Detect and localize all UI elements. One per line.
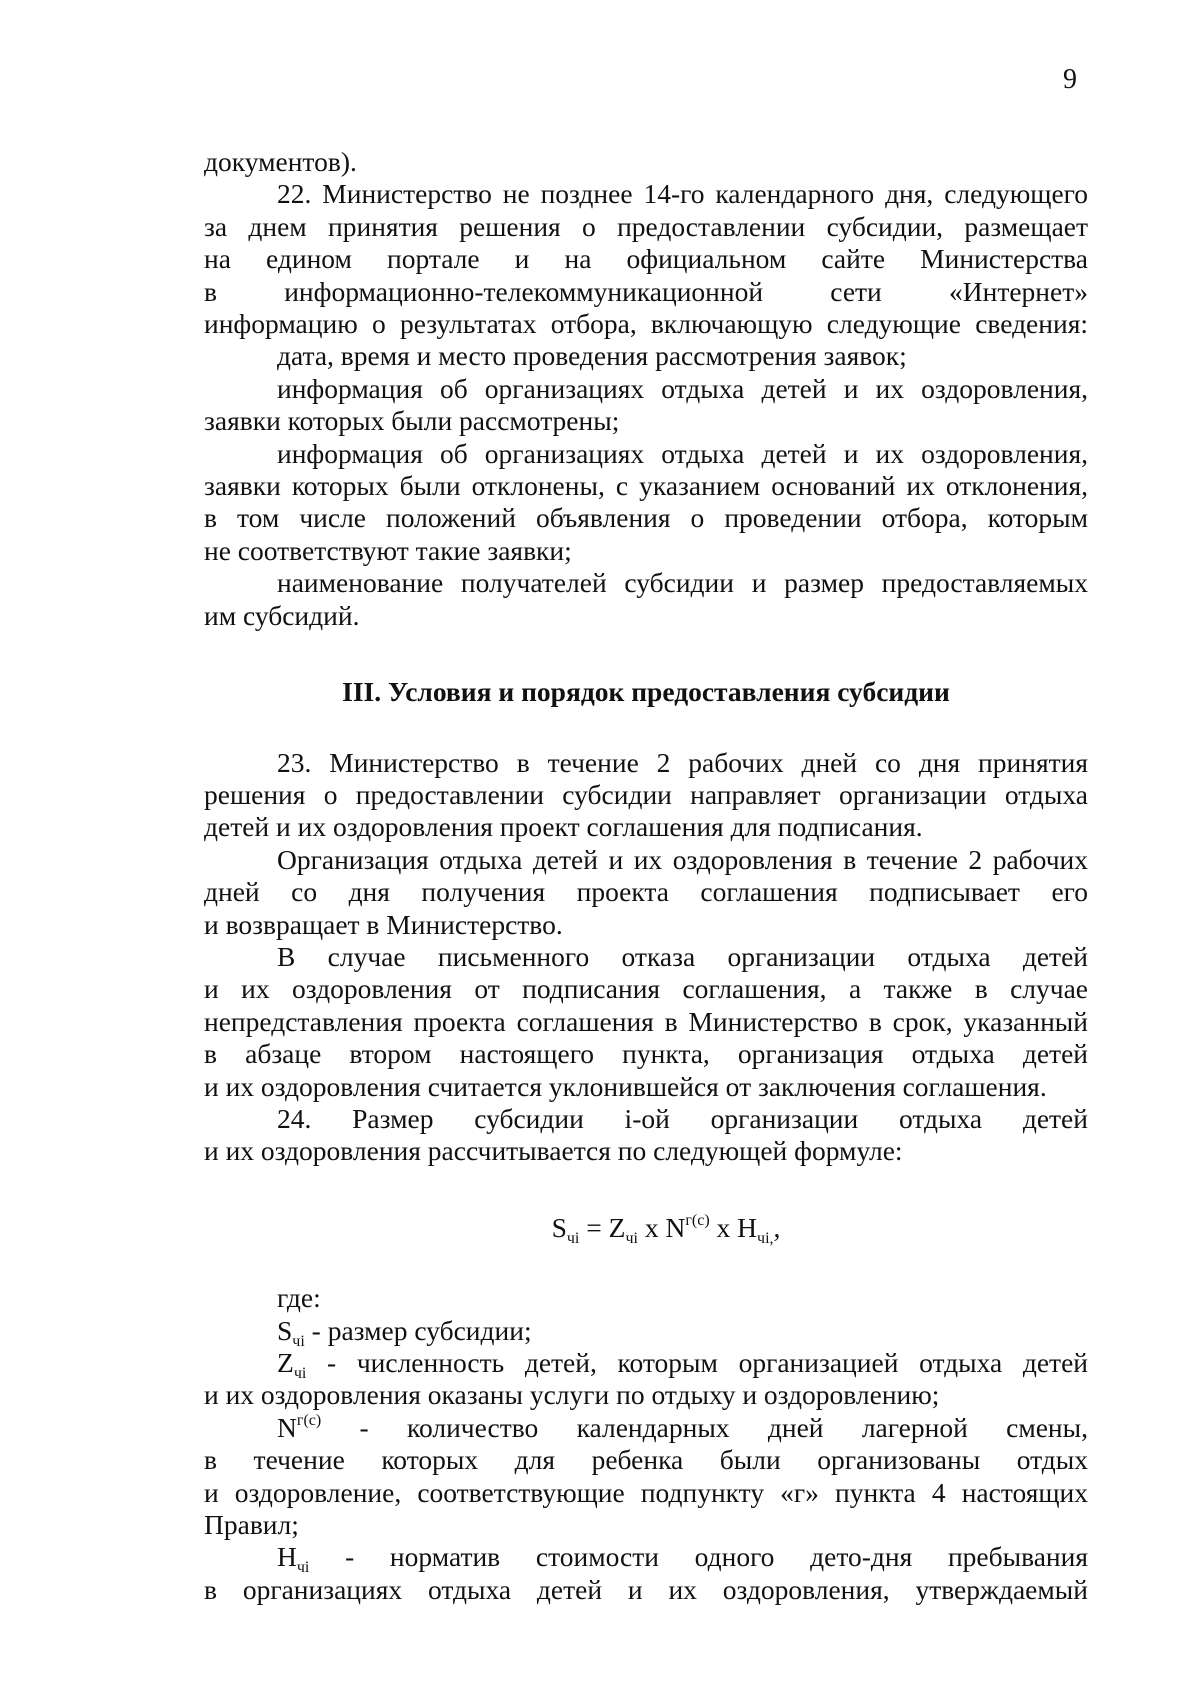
text-line: документов). xyxy=(204,146,357,177)
text-line: $H_{чi}$ - норматив стоимости одного дето-дня пребывания xyxy=(277,1541,1089,1577)
text-line: и возвращает в Министерство. xyxy=(204,908,563,940)
text-line: $S_{чi}$ - размер субсидии; xyxy=(277,1314,532,1350)
text-line: наименование получателей субсидии и размер предоставляемых xyxy=(277,567,1088,599)
text-line: им субсидий. xyxy=(204,599,360,631)
text-line: в течение которых для ребенка были организованы отдых xyxy=(204,1444,1088,1476)
text-line: дней со дня получения проекта соглашения подписывает его xyxy=(204,876,1088,908)
text-line: информация об организациях отдыха детей и их оздоровления, xyxy=(277,372,1088,404)
text-line: В случае письменного отказа организации отдыха детей xyxy=(277,940,1088,972)
text-line: Организация отдыха детей и их оздоровления в течение 2 рабочих xyxy=(277,843,1088,875)
text-line: на едином портале и на официальном сайте Министерства xyxy=(204,243,1088,275)
text-line: в организациях отдыха детей и их оздоровления, утверждаемый xyxy=(204,1573,1088,1605)
formula-z: $Z_{чi}$ xyxy=(608,1211,638,1247)
text-line: в информационно-телекоммуникационной сети «Интернет» xyxy=(204,275,1088,307)
text-line: 22. Министерство не позднее 14-го календарного дня, следующего xyxy=(277,178,1088,210)
section-heading: III. Условия и порядок предоставления субсидии xyxy=(342,676,950,708)
symbol-s: $S_{чi}$ xyxy=(277,1314,305,1350)
page-number: 9 xyxy=(1063,64,1077,95)
formula-times: x xyxy=(637,1211,666,1243)
text-line: заявки которых были отклонены, с указанием оснований их отклонения, xyxy=(204,470,1088,502)
symbol-n: $N^{г(с)}$ xyxy=(277,1411,322,1443)
text-line: в том числе положений объявления о проведении отбора, которым xyxy=(204,502,1088,534)
text-line: и их оздоровления считается уклонившейся от заключения соглашения. xyxy=(204,1070,1047,1102)
text-line: где: xyxy=(277,1282,321,1314)
text-line: непредставления проекта соглашения в Министерство в срок, указанный xyxy=(204,1005,1088,1037)
formula-n: $N^{г(с)}$ xyxy=(665,1211,710,1243)
text-line: информацию о результатах отбора, включающую следующие сведения: xyxy=(204,308,1088,340)
formula-h: $H_{чi,}$ xyxy=(737,1211,774,1247)
text-line: в абзаце втором настоящего пункта, организация отдыха детей xyxy=(204,1038,1088,1070)
text-line: решения о предоставлении субсидии направляет организации отдыха xyxy=(204,778,1088,810)
text-line: и их оздоровления от подписания соглашения, а также в случае xyxy=(204,973,1088,1005)
text-line: 23. Министерство в течение 2 рабочих дней со дня принятия xyxy=(277,746,1088,778)
text-line: и их оздоровления рассчитывается по следующей формуле: xyxy=(204,1135,903,1167)
text-line: не соответствуют такие заявки; xyxy=(204,534,572,566)
text-line: и оздоровление, соответствующие подпункту «г» пункта 4 настоящих xyxy=(204,1476,1088,1508)
formula-equals: = xyxy=(579,1211,609,1243)
text-line: за днем принятия решения о предоставлении субсидии, размещает xyxy=(204,210,1088,242)
formula-times: x xyxy=(709,1211,738,1243)
text-line: дата, время и место проведения рассмотрения заявок; xyxy=(277,340,907,372)
text-line: 24. Размер субсидии i-ой организации отдыха детей xyxy=(277,1102,1088,1134)
text-line: и их оздоровления оказаны услуги по отдыху и оздоровлению; xyxy=(204,1379,940,1411)
text-line: $N^{г(с)}$ - количество календарных дней лагерной смены, xyxy=(277,1411,1089,1443)
subsidy-formula xyxy=(204,1211,1088,1247)
document-body xyxy=(204,146,1088,1606)
formula-end: , xyxy=(773,1211,781,1243)
text-line: $Z_{чi}$ - численность детей, которым организацией отдыха детей xyxy=(277,1347,1089,1382)
text-line: заявки которых были рассмотрены; xyxy=(204,405,620,437)
text-line: информация об организациях отдыха детей и их оздоровления, xyxy=(277,437,1088,469)
text-line: Правил; xyxy=(204,1509,299,1541)
symbol-h: $H_{чi}$ xyxy=(277,1541,310,1577)
formula-s: $S_{чi}$ xyxy=(551,1211,580,1247)
symbol-z: $Z_{чi}$ xyxy=(277,1347,307,1382)
text-line: детей и их оздоровления проект соглашения для подписания. xyxy=(204,811,923,843)
